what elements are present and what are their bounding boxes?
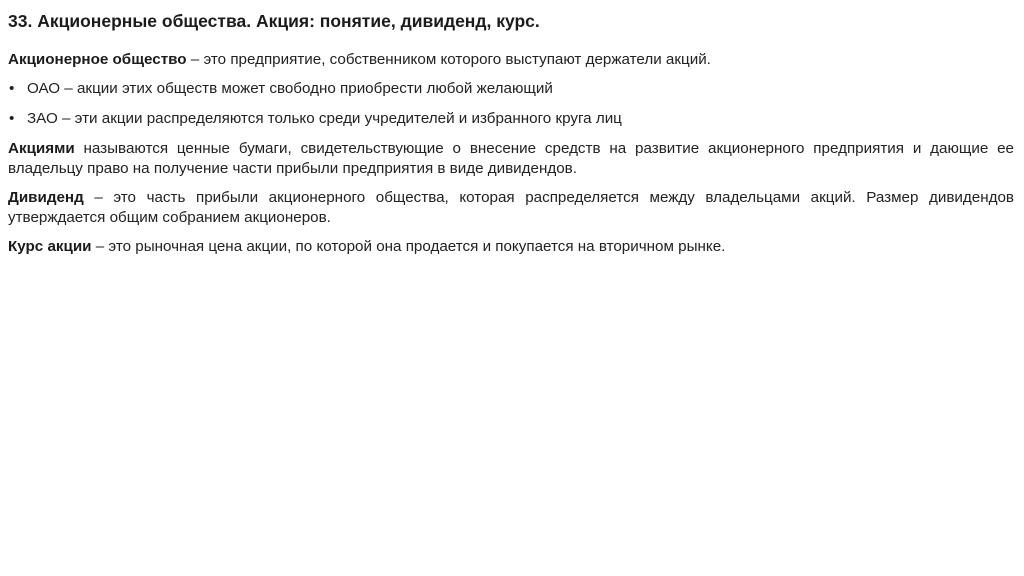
shares-text: называются ценные бумаги, свидетельствующие о внесение средств на развитие акционерного предприятия и дающие ее владельцу право на получение части прибыли предприятия в виде дивидендов. <box>8 140 1014 177</box>
rate-text: – это рыночная цена акции, по которой она продается и покупается на вторичном рынке. <box>91 238 726 255</box>
bullet-item-oao <box>8 79 1014 99</box>
definition-text: – это предприятие, собственником которого выступают держатели акций. <box>186 51 711 68</box>
bullet-dot-icon: • <box>9 110 15 127</box>
dividend-term: Дивиденд <box>8 189 84 206</box>
dividend-text: – это часть прибыли акционерного общества, которая распределяется между владельцами акций. Размер дивидендов утверждается общим собранием акционеров. <box>8 189 1014 226</box>
slide-content <box>8 50 1014 266</box>
bullet-item-zao <box>8 109 1014 129</box>
slide-title: 33. Акционерные общества. Акция: понятие, дивиденд, курс. <box>8 11 540 31</box>
dividend-paragraph <box>8 188 1014 228</box>
bullet-dot-icon: • <box>9 80 15 97</box>
definition-paragraph <box>8 50 1014 70</box>
definition-term: Акционерное общество <box>8 51 187 68</box>
bullet-text: ЗАО – эти акции распределяются только среди учредителей и избранного круга лиц <box>27 110 622 127</box>
bullet-text: ОАО – акции этих обществ может свободно приобрести любой желающий <box>27 80 553 97</box>
rate-paragraph <box>8 237 1014 257</box>
rate-term: Курс акции <box>8 238 92 255</box>
shares-term: Акциями <box>8 140 75 157</box>
shares-paragraph <box>8 139 1014 179</box>
